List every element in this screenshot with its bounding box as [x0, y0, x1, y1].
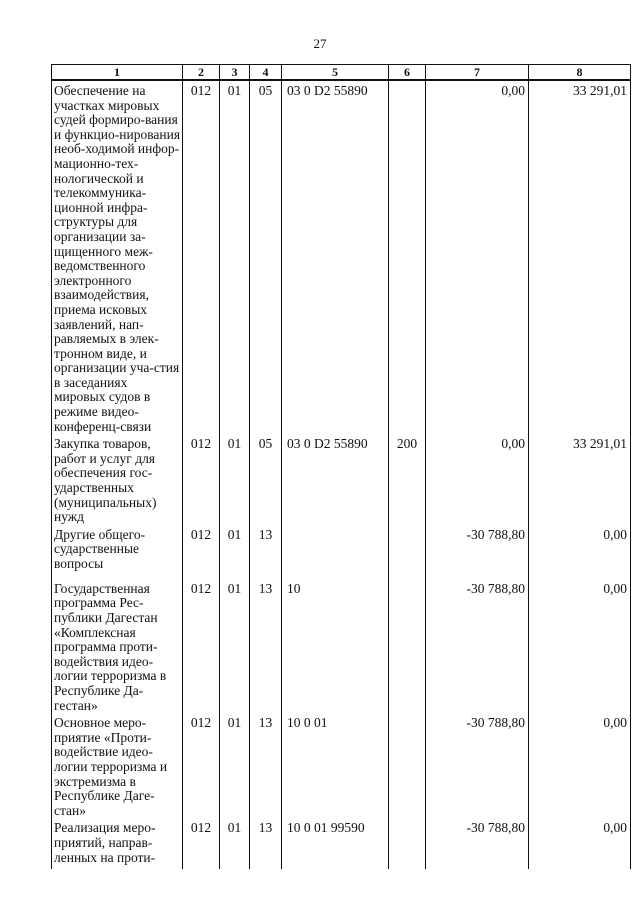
- row-value-7: -30 788,80: [426, 818, 529, 869]
- row-value-7: -30 788,80: [426, 579, 529, 713]
- col-header-2: 2: [183, 65, 220, 81]
- col-header-1: 1: [52, 65, 183, 81]
- row-value-8: 0,00: [529, 818, 631, 869]
- row-value-7: 0,00: [426, 434, 529, 525]
- row-name: Государственная программа Рес-публики Дагестан «Комплексная программа проти-водействия идео-логии терроризма в Республике Да-гестан»: [52, 579, 183, 713]
- row-value-8: 0,00: [529, 713, 631, 818]
- row-csr: 10 0 01 99590: [282, 818, 389, 869]
- col-header-6: 6: [389, 65, 426, 81]
- row-pr: 13: [250, 713, 282, 818]
- col-header-5: 5: [282, 65, 389, 81]
- row-csr: 03 0 D2 55890: [282, 80, 389, 434]
- row-rz: 01: [220, 80, 250, 434]
- row-value-7: 0,00: [426, 80, 529, 434]
- row-rz: 01: [220, 434, 250, 525]
- row-pr: 13: [250, 818, 282, 869]
- page-number: 27: [313, 36, 327, 51]
- row-pr: 13: [250, 525, 282, 579]
- row-value-8: 33 291,01: [529, 80, 631, 434]
- row-name: Реализация меро-приятий, направ-ленных на проти-: [52, 818, 183, 869]
- row-csr: 10: [282, 579, 389, 713]
- col-header-8: 8: [529, 65, 631, 81]
- col-header-3: 3: [220, 65, 250, 81]
- row-pr: 05: [250, 80, 282, 434]
- table-row: [52, 579, 631, 713]
- row-rz: 01: [220, 713, 250, 818]
- row-value-7: -30 788,80: [426, 713, 529, 818]
- row-gr: 012: [183, 80, 220, 434]
- row-value-8: 33 291,01: [529, 434, 631, 525]
- row-csr: [282, 525, 389, 579]
- row-gr: 012: [183, 713, 220, 818]
- row-name: Обеспечение на участках мировых судей формиро-вания и функцио-нирования необ-ходимой инфор-мационно-тех-нологической и телекоммуника-ционной инфра-структуры для организации за-щищенного меж-ведомственного электронного взаимодействия, приема исковых заявлений, нап-равляемых в элек-тронном виде, и организации уча-стия в заседаниях мировых судов в режиме видео-конференц-связи: [52, 80, 183, 434]
- table-row: [52, 818, 631, 869]
- row-csr: 10 0 01: [282, 713, 389, 818]
- col-header-7: 7: [426, 65, 529, 81]
- table-row: [52, 525, 631, 579]
- row-vr: [389, 579, 426, 713]
- row-pr: 13: [250, 579, 282, 713]
- header-row: [52, 65, 631, 81]
- col-header-4: 4: [250, 65, 282, 81]
- row-vr: [389, 525, 426, 579]
- table-row: [52, 80, 631, 434]
- table-row: [52, 713, 631, 818]
- row-gr: 012: [183, 818, 220, 869]
- row-gr: 012: [183, 525, 220, 579]
- row-vr: [389, 818, 426, 869]
- row-csr: 03 0 D2 55890: [282, 434, 389, 525]
- row-name: Другие общего-сударственные вопросы: [52, 525, 183, 579]
- row-value-7: -30 788,80: [426, 525, 529, 579]
- row-name: Основное меро-приятие «Проти-водействие идео-логии терроризма и экстремизма в Республике Даге-стан»: [52, 713, 183, 818]
- row-rz: 01: [220, 579, 250, 713]
- row-pr: 05: [250, 434, 282, 525]
- table-row: [52, 434, 631, 525]
- row-value-8: 0,00: [529, 525, 631, 579]
- budget-table: [51, 64, 631, 869]
- row-value-8: 0,00: [529, 579, 631, 713]
- row-gr: 012: [183, 434, 220, 525]
- row-rz: 01: [220, 818, 250, 869]
- row-vr: [389, 80, 426, 434]
- row-rz: 01: [220, 525, 250, 579]
- row-gr: 012: [183, 579, 220, 713]
- row-vr: [389, 713, 426, 818]
- row-vr: 200: [389, 434, 426, 525]
- row-name: Закупка товаров, работ и услуг для обеспечения гос-ударственных (муниципальных) нужд: [52, 434, 183, 525]
